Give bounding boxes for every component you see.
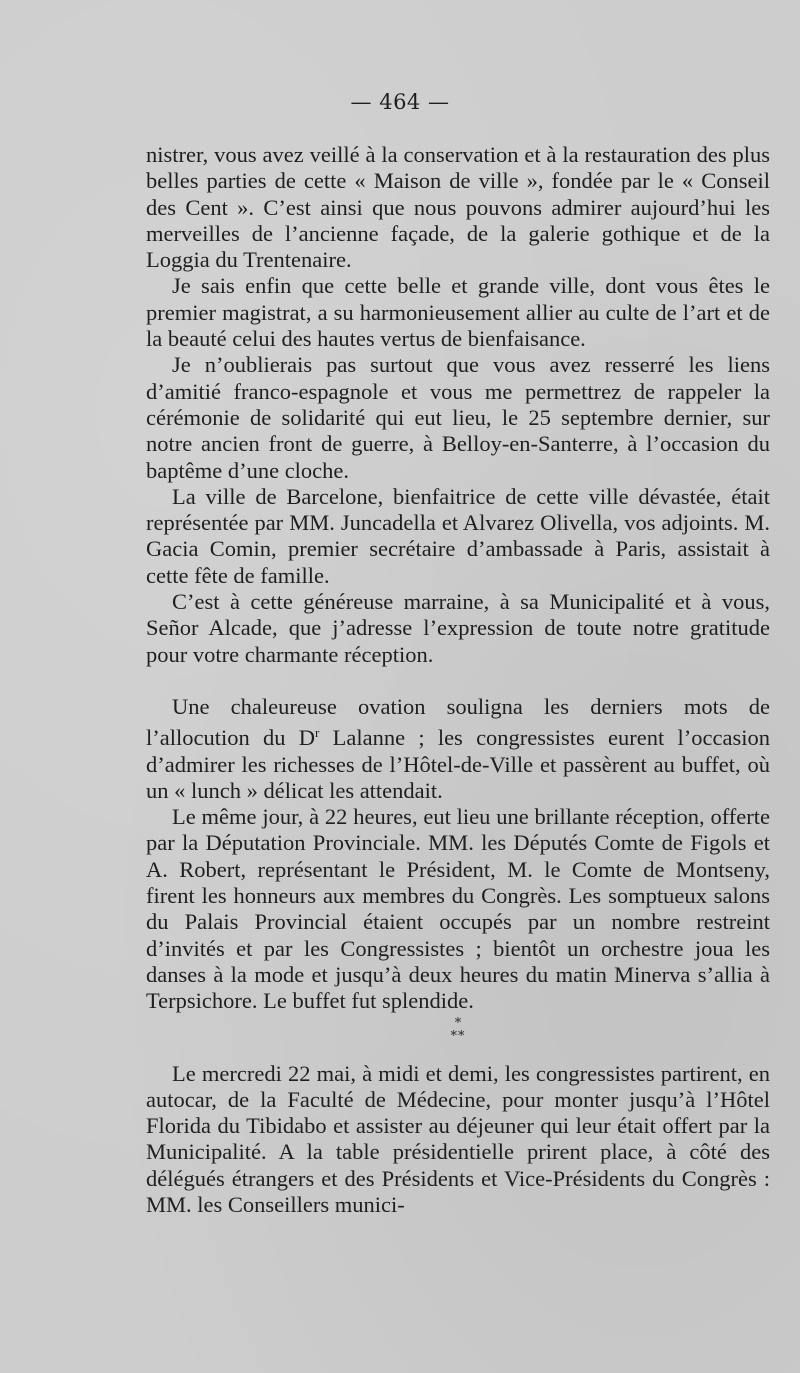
paragraph-text: Une chaleureuse ovation souligna les derniers mots de l’allocution du D	[146, 693, 770, 751]
superscript: r	[315, 725, 320, 741]
paragraph: Je sais enfin que cette belle et grande ville, dont vous êtes le premier magistrat, a su harmonieusement allier au culte de l’art et de la beauté celui des hautes vertus de bienfaisance.	[146, 273, 770, 352]
paragraph: Le mercredi 22 mai, à midi et demi, les congressistes partirent, en autocar, de la Faculté de Médecine, pour monter jusqu’à l’Hôtel Florida du Tibidabo et assister au déjeuner qui leur était offert par la Municipalité. A la table présidentielle prirent place, à côté des délégués étrangers et des Présidents et Vice-Présidents du Congrès : MM. les Conseillers munici-	[146, 1060, 770, 1217]
page-body	[146, 142, 770, 1218]
section-gap	[146, 668, 770, 694]
paragraph: Le même jour, à 22 heures, eut lieu une brillante réception, offerte par la Députation Provinciale. MM. les Députés Comte de Figols et A. Robert, représentant le Président, M. le Comte de Montseny, firent les honneurs aux membres du Congrès. Les somptueux salons du Palais Provincial étaient occupés par un nombre restreint d’invités et par les Congressistes ; bientôt un orchestre joua les danses à la mode et jusqu’à deux heures du matin Minerva s’allia à Terpsichore. Le buffet fut splendide.	[146, 804, 770, 1014]
asterism-top: *	[454, 1015, 462, 1031]
section-gap	[146, 1041, 770, 1061]
asterism-separator	[146, 1015, 770, 1044]
paragraph: C’est à cette généreuse marraine, à sa Municipalité et à vous, Señor Alcade, que j’adresse l’expression de toute notre gratitude pour votre charmante réception.	[146, 589, 770, 667]
page-number: — 464 —	[350, 90, 450, 114]
paragraph	[146, 694, 770, 804]
paragraph: nistrer, vous avez veillé à la conservation et à la restauration des plus belles parties de cette « Maison de ville », fondée par le « Conseil des Cent ». C’est ainsi que nous pouvons admirer aujourd’hui les merveilles de l’ancienne façade, de la galerie gothique et de la Loggia du Trentenaire.	[146, 142, 770, 273]
asterism-bottom: **	[450, 1028, 466, 1044]
paragraph-text: Lalanne ; les congressistes eurent l’occasion d’admirer les richesses de l’Hôtel-de-Ville et passèrent au buffet, où un « lunch » délicat les attendait.	[146, 725, 770, 803]
paragraph: La ville de Barcelone, bienfaitrice de cette ville dévastée, était représentée par MM. Juncadella et Alvarez Olivella, vos adjoints. M. Gacia Comin, premier secrétaire d’ambassade à Paris, assistait à cette fête de famille.	[146, 483, 770, 588]
paragraph: Je n’oublierais pas surtout que vous avez resserré les liens d’amitié franco-espagnole et vous me permettrez de rappeler la cérémonie de solidarité qui eut lieu, le 25 septembre dernier, sur notre ancien front de guerre, à Belloy-en-Santerre, à l’occasion du baptême d’une cloche.	[146, 352, 770, 483]
